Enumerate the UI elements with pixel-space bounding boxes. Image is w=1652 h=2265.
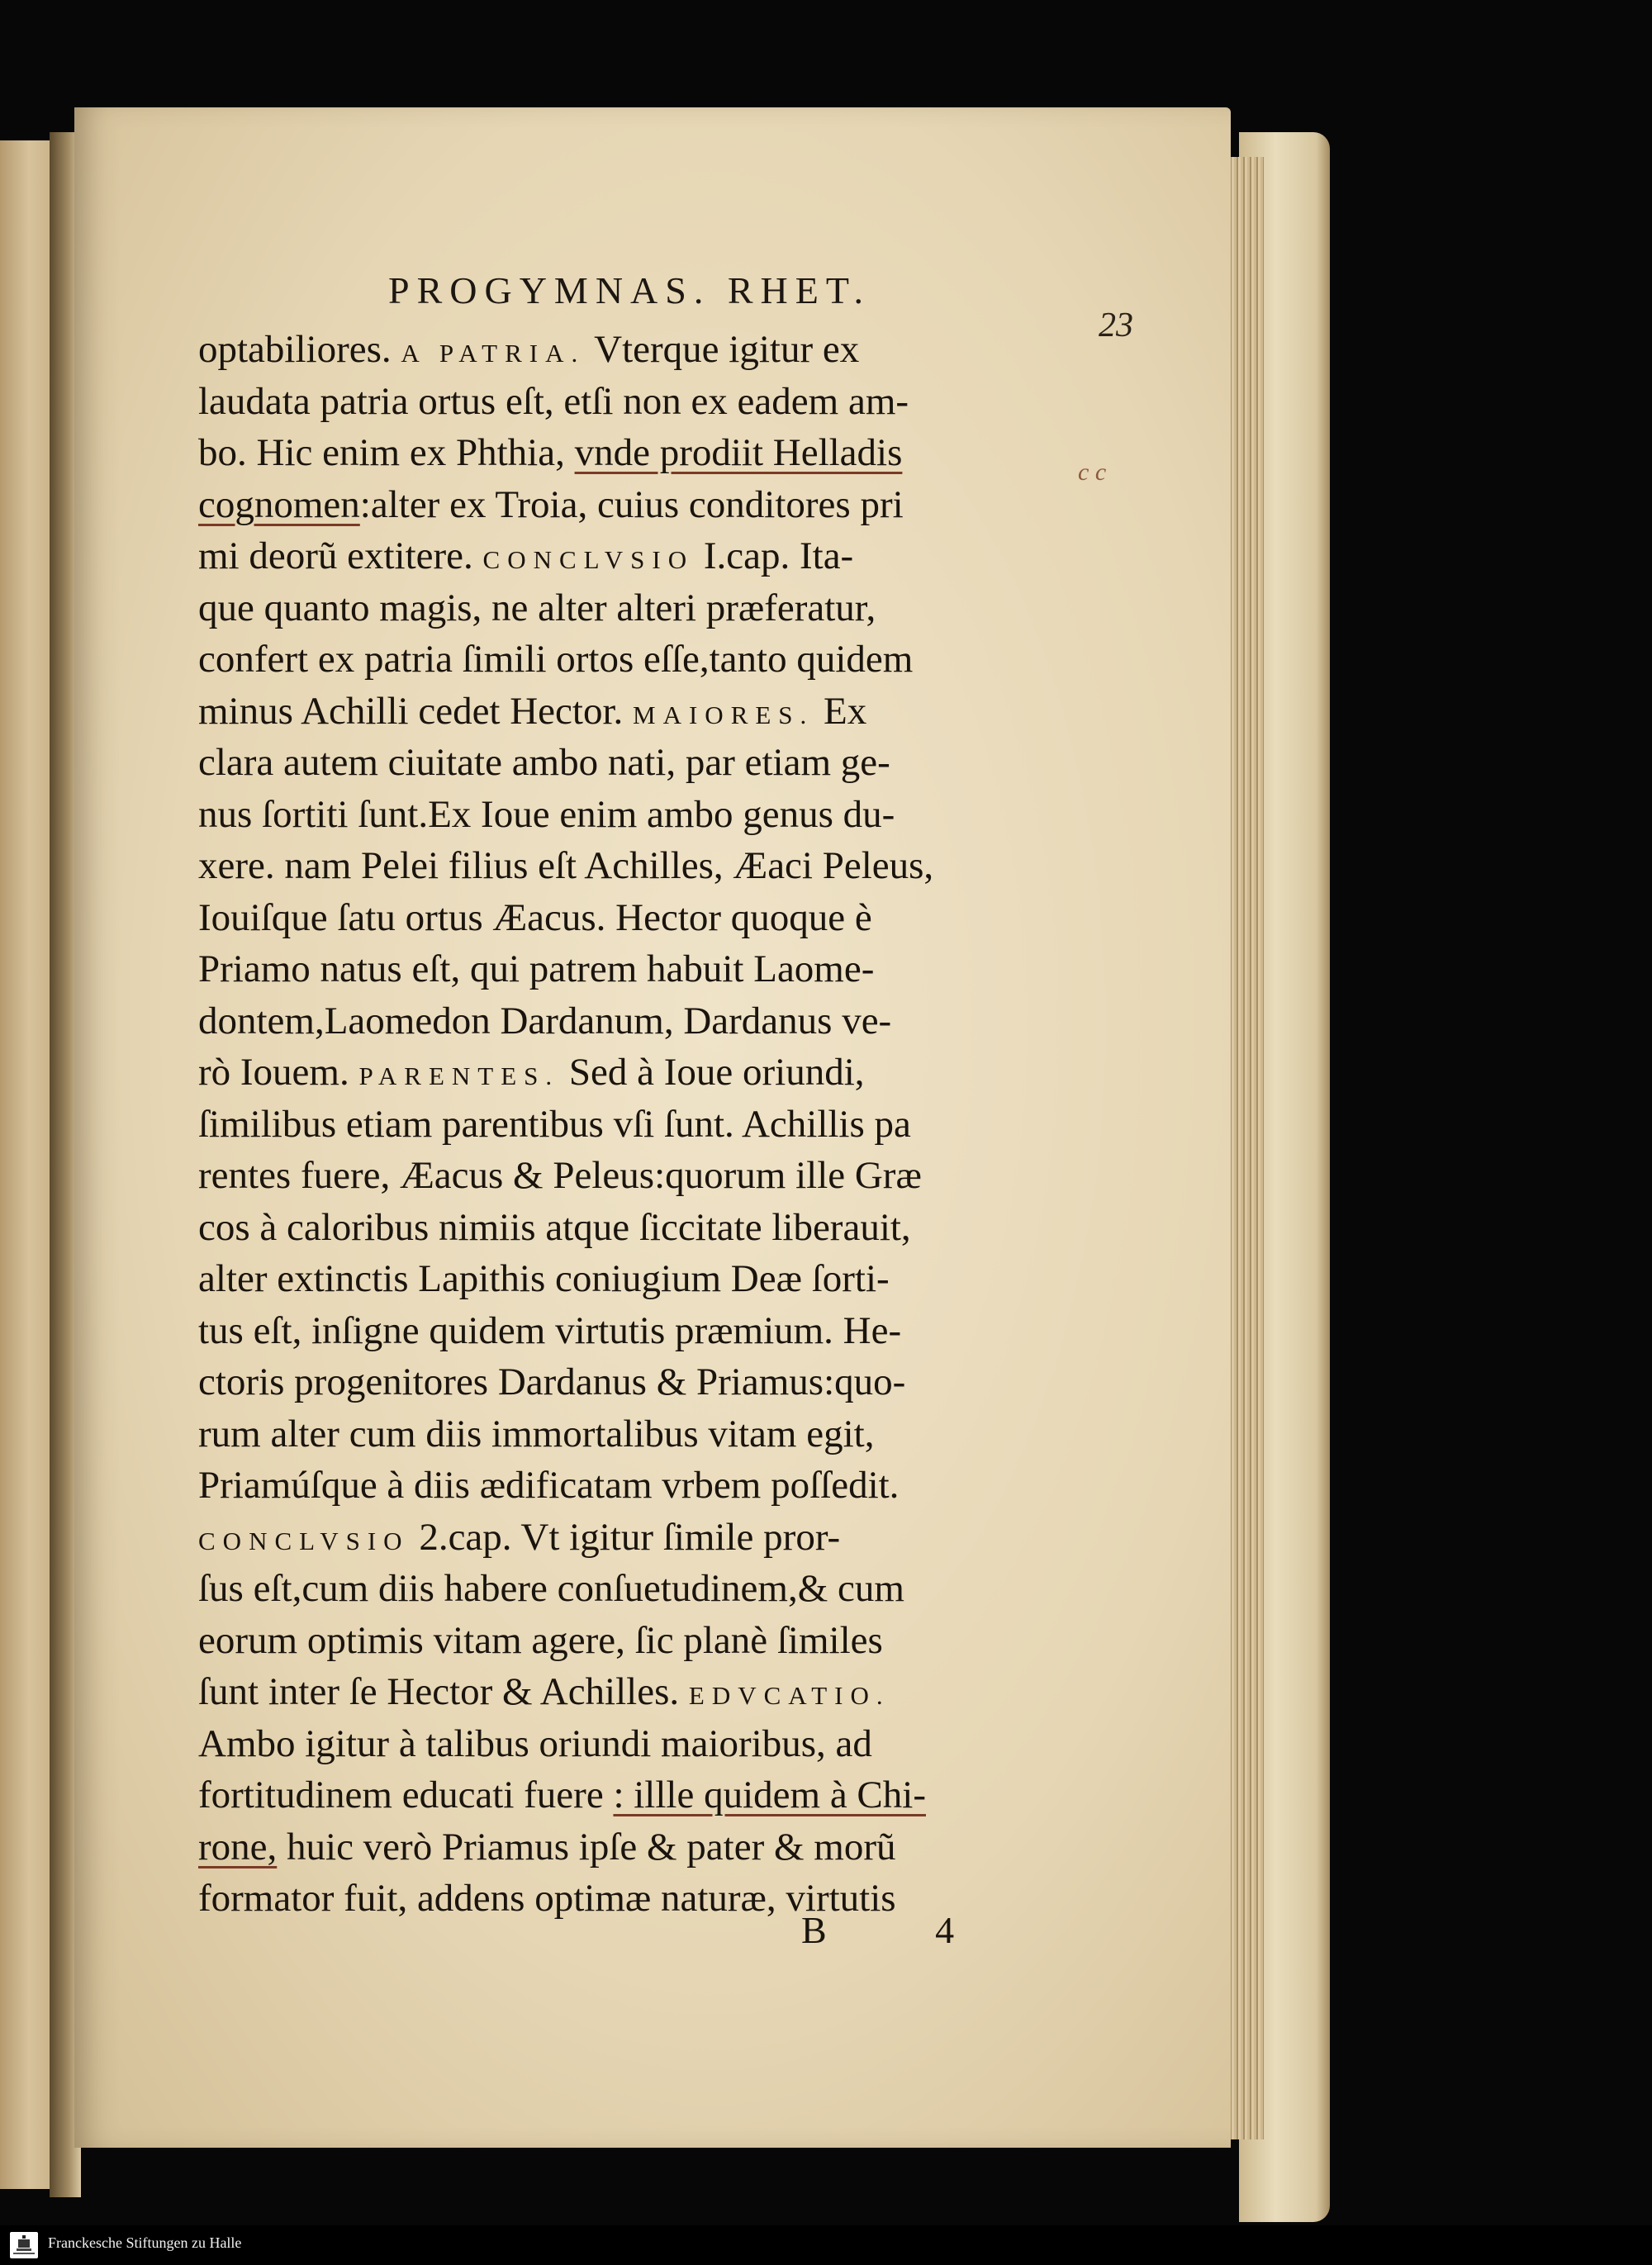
text-run: ſunt inter ſe Hector & Achilles. bbox=[198, 1670, 689, 1713]
underlined-passage: vnde prodiit Helladis bbox=[574, 431, 903, 474]
text-run: fortitudinem educati fuere bbox=[198, 1774, 614, 1816]
text-run: optabiliores. bbox=[198, 328, 401, 371]
text-run: tus eſt, inſigne quidem virtutis præmium. He- bbox=[198, 1308, 902, 1352]
page-number: 23 bbox=[1099, 306, 1133, 344]
text-line bbox=[198, 1666, 1057, 1718]
text-run: ſimilibus etiam parentibus vſi ſunt. Achillis pa bbox=[198, 1102, 911, 1146]
text-line bbox=[198, 995, 1057, 1047]
text-line bbox=[198, 376, 1057, 428]
text-line bbox=[198, 1305, 1057, 1357]
text-line bbox=[198, 1202, 1057, 1254]
text-line bbox=[198, 1821, 1057, 1873]
underlined-passage: rone, bbox=[198, 1825, 278, 1869]
text-run: minus Achilli cedet Hector. bbox=[198, 689, 634, 733]
text-run: clara autem ciuitate ambo nati, par etiam ge- bbox=[198, 741, 890, 784]
text-line bbox=[198, 1769, 1057, 1821]
text-line bbox=[198, 892, 1057, 944]
text-line bbox=[198, 530, 1057, 582]
text-run: I.cap. Ita- bbox=[694, 534, 854, 577]
archive-footer bbox=[0, 2225, 1652, 2265]
section-heading: CONCLVSIO bbox=[482, 545, 695, 574]
text-line bbox=[198, 324, 1057, 376]
text-run: nus ſortiti ſunt.Ex Ioue enim ambo genus du- bbox=[198, 792, 895, 836]
text-run: bo. Hic enim ex Phthia, bbox=[198, 431, 575, 474]
printed-page bbox=[74, 107, 1231, 2148]
text-run: ſus eſt,cum diis habere conſuetudinem,& cum bbox=[198, 1567, 904, 1610]
text-line bbox=[198, 840, 1057, 892]
text-line bbox=[198, 582, 1057, 634]
text-line bbox=[198, 686, 1057, 738]
text-run: Sed à Ioue oriundi, bbox=[559, 1051, 865, 1094]
text-run: huic verò Priamus ipſe & pater & morũ bbox=[277, 1825, 896, 1869]
text-run: Priamúſque à diis ædificatam vrbem poſſedit. bbox=[198, 1464, 900, 1507]
text-run: eorum optimis vitam agere, ſic planè ſimiles bbox=[198, 1618, 883, 1662]
text-run: confert ex patria ſimili ortos eſſe,tanto quidem bbox=[198, 638, 914, 681]
text-run: xere. nam Pelei filius eſt Achilles, Æaci Peleus, bbox=[198, 844, 934, 887]
underlined-passage: cognomen bbox=[198, 482, 360, 526]
text-run: formator fuit, addens optimæ naturæ, virtutis bbox=[198, 1877, 896, 1920]
text-run: rentes fuere, Æacus & Peleus:quorum ille Græ bbox=[198, 1154, 922, 1197]
section-heading: CONCLVSIO bbox=[198, 1526, 410, 1555]
text-run: Priamo natus eſt, qui patrem habuit Laome- bbox=[198, 947, 875, 990]
text-run: :alter ex Troia, cuius conditores pri bbox=[359, 482, 904, 526]
text-run: Ambo igitur à talibus oriundi maioribus, ad bbox=[198, 1721, 872, 1765]
text-run: mi deorũ extitere. bbox=[198, 534, 483, 577]
text-line bbox=[198, 1615, 1057, 1667]
body-text bbox=[198, 324, 1057, 1925]
marginal-annotation: c c bbox=[1078, 458, 1107, 486]
section-heading: MAIORES. bbox=[633, 700, 814, 729]
text-line bbox=[198, 1047, 1057, 1099]
text-line bbox=[198, 1099, 1057, 1151]
text-run: que quanto magis, ne alter alteri præferatur, bbox=[198, 586, 876, 629]
text-line bbox=[198, 789, 1057, 841]
text-line bbox=[198, 1408, 1057, 1460]
text-run: Iouiſque ſatu ortus Æacus. Hector quoque è bbox=[198, 895, 872, 939]
text-line bbox=[198, 1460, 1057, 1512]
text-line bbox=[198, 1563, 1057, 1615]
text-line bbox=[198, 427, 1057, 479]
francke-foundation-logo-icon bbox=[10, 2232, 38, 2258]
text-run: Vterque igitur ex bbox=[585, 328, 860, 371]
text-run: dontem,Laomedon Dardanum, Dardanus ve- bbox=[198, 999, 892, 1042]
text-line bbox=[198, 1718, 1057, 1770]
text-run: 2.cap. Vt igitur ſimile pror- bbox=[409, 1515, 841, 1559]
underlined-passage: : illle quidem à Chi- bbox=[613, 1774, 926, 1816]
text-line bbox=[198, 479, 1057, 531]
section-heading: EDVCATIO. bbox=[688, 1681, 890, 1710]
section-heading: A PATRIA. bbox=[401, 339, 586, 368]
text-line bbox=[198, 737, 1057, 789]
text-run: Ex bbox=[814, 689, 867, 733]
text-line bbox=[198, 943, 1057, 995]
signature-mark: B 4 bbox=[801, 1909, 1004, 1951]
text-line bbox=[198, 634, 1057, 686]
text-line bbox=[198, 1150, 1057, 1202]
text-run: rum alter cum diis immortalibus vitam egit, bbox=[198, 1412, 875, 1455]
text-run: rò Iouem. bbox=[198, 1051, 359, 1094]
text-run: alter extinctis Lapithis coniugium Deæ ſorti- bbox=[198, 1257, 890, 1300]
text-run: ctoris progenitores Dardanus & Priamus:quo- bbox=[198, 1360, 906, 1403]
text-line bbox=[198, 1356, 1057, 1408]
text-line bbox=[198, 1253, 1057, 1305]
section-heading: PARENTES. bbox=[358, 1061, 560, 1090]
archive-name: Franckesche Stiftungen zu Halle bbox=[48, 2234, 242, 2251]
book-scan bbox=[0, 107, 1338, 2247]
text-line bbox=[198, 1512, 1057, 1564]
text-run: cos à caloribus nimiis atque ſiccitate liberauit, bbox=[198, 1205, 911, 1249]
text-run: laudata patria ortus eſt, etſi non ex eadem am- bbox=[198, 379, 909, 423]
running-head: PROGYMNAS. RHET. bbox=[388, 269, 871, 311]
